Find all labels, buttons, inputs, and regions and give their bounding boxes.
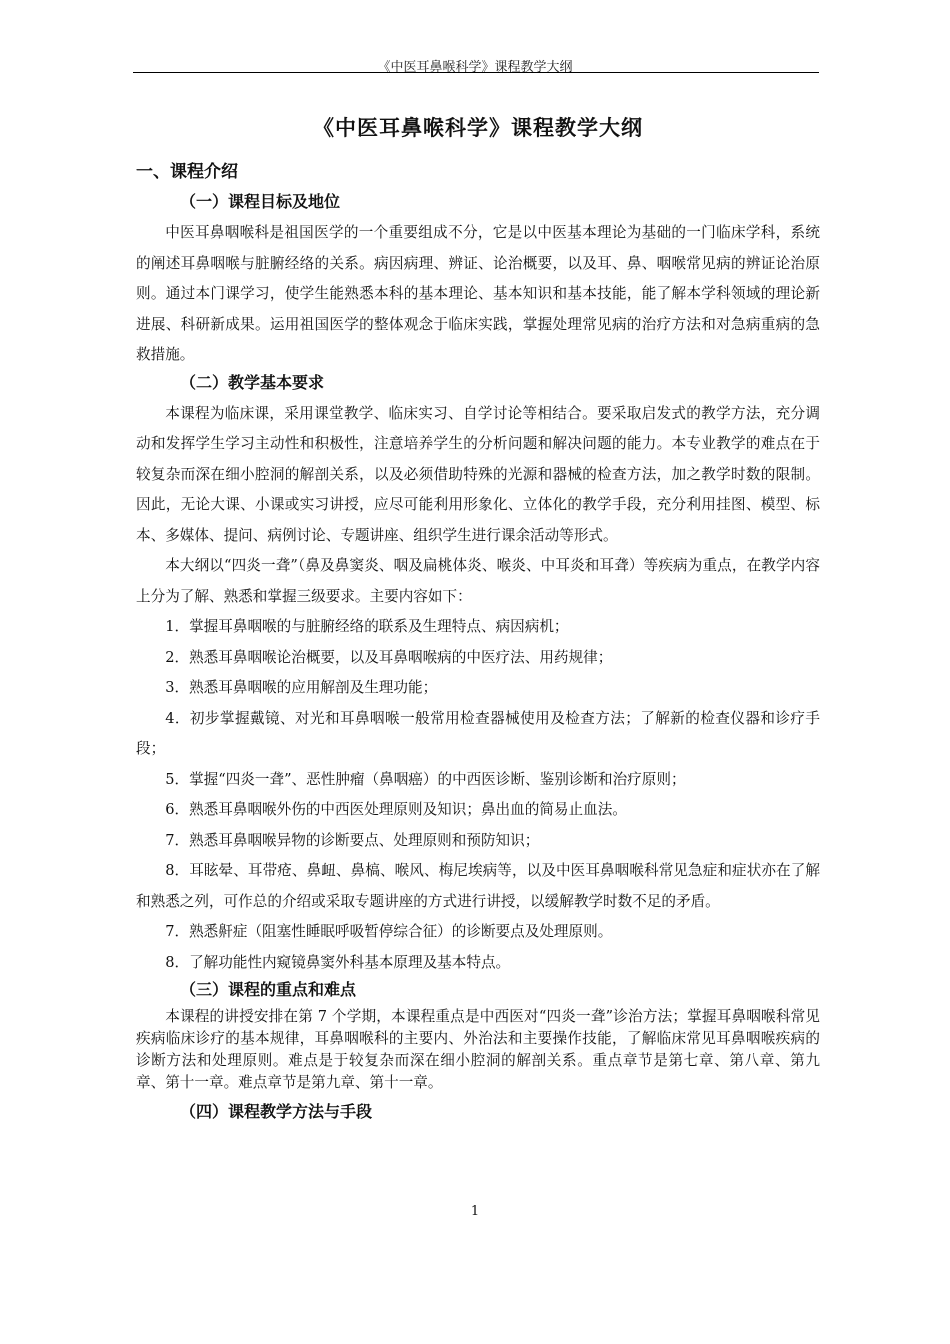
list-item: 8．耳眩晕、耳带疮、鼻衄、鼻槁、喉风、梅尼埃病等，以及中医耳鼻咽喉科常见急症和症状亦在了解和熟悉之列，可作总的介绍或采取专题讲座的方式进行讲授，以缓解教学时数不足的矛盾。 [136, 862, 820, 910]
page-number: 1 [470, 1204, 480, 1219]
list-item: 4．初步掌握戴镜、对光和耳鼻咽喉一般常用检查器械使用及检查方法；了解新的检查仪器和诊疗手段； [136, 709, 820, 757]
requirements-list [136, 612, 820, 978]
section-heading-course-intro: 一、课程介绍 [136, 162, 238, 182]
paragraph-key-points: 本课程的讲授安排在第 7 个学期，本课程重点是中西医对“四炎一聋”诊治方法；掌握耳鼻咽喉科常见疾病临床诊疗的基本规律，耳鼻咽喉科的主要内、外治法和主要操作技能，了解临床常见耳鼻咽喉疾病的诊断方法和处理原则。难点是于较复杂而深在细小腔洞的解剖关系。重点章节是第七章、第八章、第九章、第十一章。难点章节是第九章、第十一章。 [136, 1008, 820, 1091]
paragraph-requirements-2: 本大纲以“四炎一聋”（鼻及鼻窦炎、咽及扁桃体炎、喉炎、中耳炎和耳聋）等疾病为重点，在教学内容上分为了解、熟悉和掌握三级要求。主要内容如下： [136, 557, 820, 605]
list-item: 7．熟悉耳鼻咽喉异物的诊断要点、处理原则和预防知识； [165, 831, 540, 849]
list-item: 1．掌握耳鼻咽喉的与脏腑经络的联系及生理特点、病因病机； [165, 618, 569, 635]
list-item: 6．熟悉耳鼻咽喉外伤的中西医处理原则及知识；鼻出血的简易止血法。 [165, 801, 627, 818]
paragraph-requirements-1: 本课程为临床课，采用课堂教学、临床实习、自学讨论等相结合。要采取启发式的教学方法，充分调动和发挥学生学习主动性和积极性，注意培养学生的分析问题和解决问题的能力。本专业教学的难点在于较复杂而深在细小腔洞的解剖关系，以及必须借助特殊的光源和器械的检查方法，加之教学时数的限制。因此，无论大课、小课或实习讲授，应尽可能利用形象化、立体化的教学手段，充分利用挂图、模型、标本、多媒体、提问、病例讨论、专题讲座、组织学生进行课余活动等形式。 [136, 404, 820, 544]
subsection-heading-goals: （一）课程目标及地位 [180, 192, 341, 211]
paragraph-goals: 中医耳鼻咽喉科是祖国医学的一个重要组成不分，它是以中医基本理论为基础的一门临床学科，系统的阐述耳鼻咽喉与脏腑经络的关系。病因病理、辨证、论治概要，以及耳、鼻、咽喉常见病的辨证论治原则。通过本门课学习，使学生能熟悉本科的基本理论、基本知识和基本技能，能了解本学科领域的理论新进展、科研新成果。运用祖国医学的整体观念于临床实践，掌握处理常见病的治疗方法和对急病重病的急救措施。 [136, 224, 820, 363]
running-header: 《中医耳鼻喉科学》课程教学大纲 [377, 60, 573, 75]
subsection-heading-requirements: （二）教学基本要求 [180, 372, 325, 392]
subsection-heading-key-points: （三）课程的重点和难点 [180, 980, 357, 999]
page-content [136, 112, 820, 1128]
list-item: 7．熟悉鼾症（阻塞性睡眠呼吸暂停综合征）的诊断要点及处理原则。 [165, 923, 613, 940]
list-item: 3．熟悉耳鼻咽喉的应用解剖及生理功能； [165, 679, 438, 696]
list-item: 5．掌握“四炎一聋”、恶性肿瘤（鼻咽癌）的中西医诊断、鉴别诊断和治疗原则； [165, 770, 686, 788]
document-title: 《中医耳鼻喉科学》课程教学大纲 [313, 116, 643, 140]
subsection-heading-methods: （四）课程教学方法与手段 [180, 1102, 373, 1121]
header-rule [133, 72, 819, 73]
list-item: 8．了解功能性内窥镜鼻窦外科基本原理及基本特点。 [165, 953, 511, 971]
list-item: 2．熟悉耳鼻咽喉论治概要，以及耳鼻咽喉病的中医疗法、用药规律； [165, 648, 613, 666]
